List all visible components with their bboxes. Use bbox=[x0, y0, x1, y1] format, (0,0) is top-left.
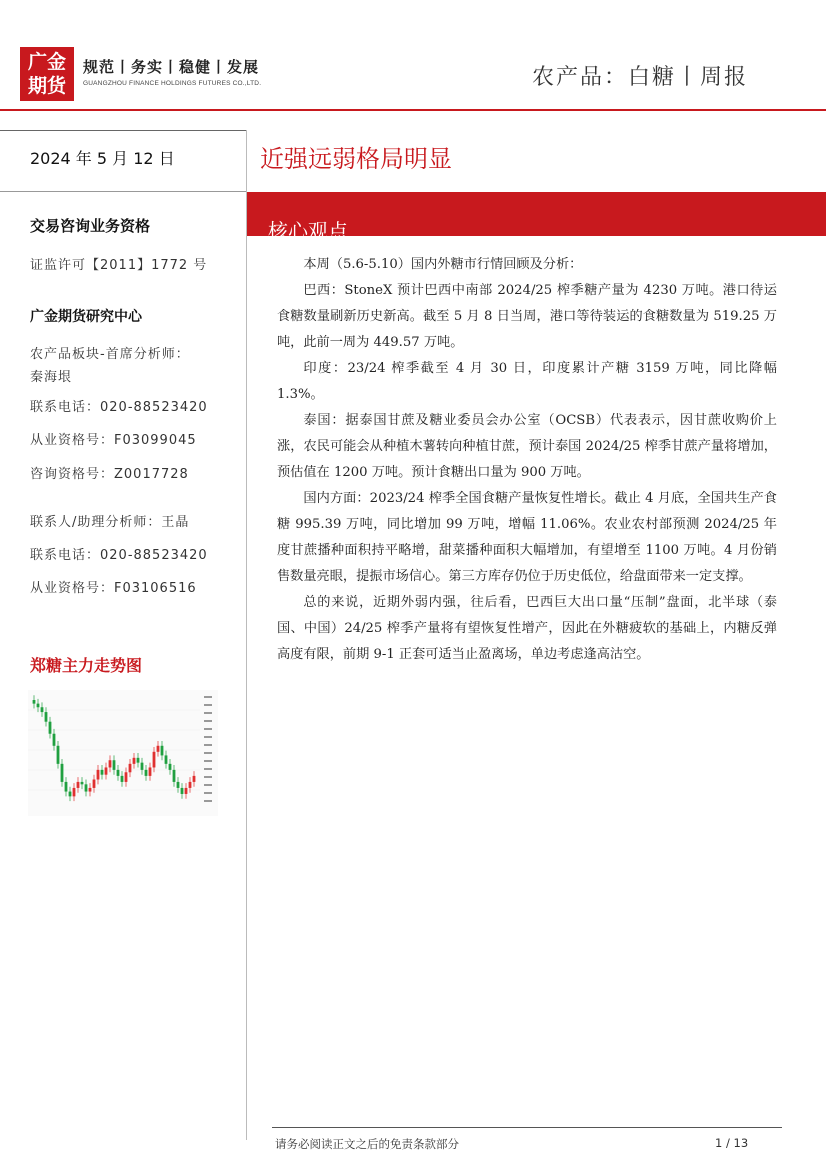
footer-disclaimer: 请务必阅读正文之后的免责条款部分 bbox=[275, 1137, 459, 1151]
chart-background bbox=[28, 690, 218, 816]
candle-body bbox=[101, 770, 104, 775]
price-scale-tick bbox=[204, 768, 212, 770]
price-scale-tick bbox=[204, 704, 212, 706]
candle-body bbox=[177, 782, 180, 788]
candle-body bbox=[189, 782, 192, 788]
candle-body bbox=[129, 764, 132, 772]
price-scale-tick bbox=[204, 792, 212, 794]
candle-body bbox=[173, 770, 176, 782]
sidebar-divider bbox=[0, 191, 246, 192]
candle-body bbox=[169, 764, 172, 770]
price-scale-tick bbox=[204, 720, 212, 722]
footer-divider bbox=[272, 1127, 782, 1128]
price-scale-tick bbox=[204, 752, 212, 754]
sidebar-vertical-divider bbox=[246, 130, 247, 1140]
candle-body bbox=[153, 752, 156, 768]
paragraph-intro: 本周（5.6-5.10）国内外糖市行情回顾及分析： bbox=[303, 257, 583, 272]
sidebar-top-divider bbox=[0, 130, 246, 131]
candle-body bbox=[53, 734, 56, 746]
paragraph-brazil: 巴西：StoneX 预计巴西中南部 2024/25 榨季糖产量为 4230 万吨。港口待运食糖数量刷新历史新高。截至 5 月 8 日当周，港口等待装运的食糖数量为 519.25 万吨，此前一周为 449.57 万吨。 bbox=[277, 283, 777, 350]
contact-role: 联系人/助理分析师：王晶 bbox=[30, 515, 190, 530]
price-scale-tick bbox=[204, 760, 212, 762]
core-view-title: 核心观点 bbox=[268, 219, 348, 243]
company-logo bbox=[20, 47, 74, 101]
paragraph-domestic: 国内方面：2023/24 榨季全国食糖产量恢复性增长。截止 4 月底，全国共生产食糖 995.39 万吨，同比增加 99 万吨，增幅 11.06%。农业农村部预测 2024/25 年度甘蔗播种面积持平略增，甜菜播种面积大幅增加，有望增至 1100 万吨。4 月份销售数量亮眼，提振市场信心。第三方库存仍位于历史低位，给盘面带来一定支撑。 bbox=[277, 491, 777, 584]
candle-body bbox=[137, 758, 140, 763]
candle-body bbox=[89, 788, 92, 792]
sugar-price-chart bbox=[28, 690, 218, 816]
candle-body bbox=[113, 760, 116, 770]
report-date: 2024 年 5 月 12 日 bbox=[30, 149, 175, 168]
analyst-cert: 从业资格号：F03099045 bbox=[30, 433, 197, 448]
candle-body bbox=[125, 772, 128, 782]
research-center: 广金期货研究中心 bbox=[30, 309, 142, 325]
candle-body bbox=[193, 776, 196, 782]
candle-body bbox=[57, 746, 60, 764]
company-english-name: GUANGZHOU FINANCE HOLDINGS FUTURES CO.,LTD. bbox=[83, 80, 262, 87]
candle-body bbox=[117, 770, 120, 776]
candle-body bbox=[121, 776, 124, 782]
price-scale-tick bbox=[204, 800, 212, 802]
candle-body bbox=[77, 782, 80, 788]
candle-body bbox=[49, 722, 52, 734]
candle-body bbox=[37, 704, 40, 708]
candle-body bbox=[65, 782, 68, 792]
header-divider bbox=[0, 109, 826, 111]
report-title: 近强远弱格局明显 bbox=[260, 145, 452, 173]
price-scale-tick bbox=[204, 776, 212, 778]
analyst-consult: 咨询资格号：Z0017728 bbox=[30, 467, 189, 482]
price-scale-tick bbox=[204, 744, 212, 746]
candle-body bbox=[41, 707, 44, 712]
candle-body bbox=[165, 755, 168, 763]
candle-body bbox=[157, 746, 160, 752]
price-scale-tick bbox=[204, 696, 212, 698]
candle-body bbox=[149, 767, 152, 775]
analyst-phone: 联系电话：020-88523420 bbox=[30, 400, 208, 415]
price-scale-tick bbox=[204, 736, 212, 738]
qualification-title: 交易咨询业务资格 bbox=[30, 217, 151, 235]
candle-body bbox=[73, 788, 76, 796]
logo-line1: 广金 bbox=[27, 51, 66, 73]
paragraph-thailand: 泰国：据泰国甘蔗及糖业委员会办公室（OCSB）代表表示，因甘蔗收购价上涨，农民可能会从种植木薯转向种植甘蔗，预计泰国 2024/25 榨季甘蔗产量将增加，预估值在 1200 万吨。预计食糖出口量为 900 万吨。 bbox=[277, 413, 777, 480]
candle-body bbox=[81, 782, 84, 784]
candle-body bbox=[141, 763, 144, 770]
candle-body bbox=[33, 700, 36, 704]
candle-body bbox=[93, 780, 96, 788]
candle-body bbox=[45, 712, 48, 722]
company-slogan: 规范丨务实丨稳健丨发展 bbox=[83, 58, 260, 76]
candle-body bbox=[181, 788, 184, 794]
analyst-name: 秦海垠 bbox=[30, 370, 73, 385]
chart-title: 郑糖主力走势图 bbox=[30, 656, 143, 675]
candle-body bbox=[105, 767, 108, 774]
candle-body bbox=[97, 770, 100, 780]
candle-body bbox=[69, 792, 72, 797]
logo-line2: 期货 bbox=[27, 75, 66, 97]
analyst-role: 农产品板块-首席分析师： bbox=[30, 347, 190, 362]
candle-body bbox=[85, 784, 88, 791]
report-type: 农产品：白糖丨周报 bbox=[531, 65, 748, 90]
license-number: 证监许可【2011】1772 号 bbox=[30, 258, 208, 273]
candle-body bbox=[145, 770, 148, 776]
price-scale-tick bbox=[204, 712, 212, 714]
paragraph-summary: 总的来说，近期外弱内强，往后看，巴西巨大出口量“压制”盘面，北半球（泰国、中国）24/25 榨季产量将有望恢复性增产，因此在外糖疲软的基础上，内糖反弹高度有限，前期 9-1 正套可适当止盈离场，单边考虑逢高沽空。 bbox=[277, 595, 777, 662]
price-scale-tick bbox=[204, 784, 212, 786]
core-view-body bbox=[277, 252, 777, 668]
candle-body bbox=[185, 788, 188, 794]
page-number: 1 / 13 bbox=[715, 1136, 749, 1150]
contact-cert: 从业资格号：F03106516 bbox=[30, 581, 197, 596]
candle-body bbox=[161, 746, 164, 756]
candle-body bbox=[61, 764, 64, 782]
price-scale-tick bbox=[204, 728, 212, 730]
candle-body bbox=[133, 758, 136, 764]
paragraph-india: 印度：23/24 榨季截至 4 月 30 日，印度累计产糖 3159 万吨，同比降幅 1.3%。 bbox=[277, 361, 777, 402]
contact-phone: 联系电话：020-88523420 bbox=[30, 548, 208, 563]
candle-body bbox=[109, 760, 112, 767]
